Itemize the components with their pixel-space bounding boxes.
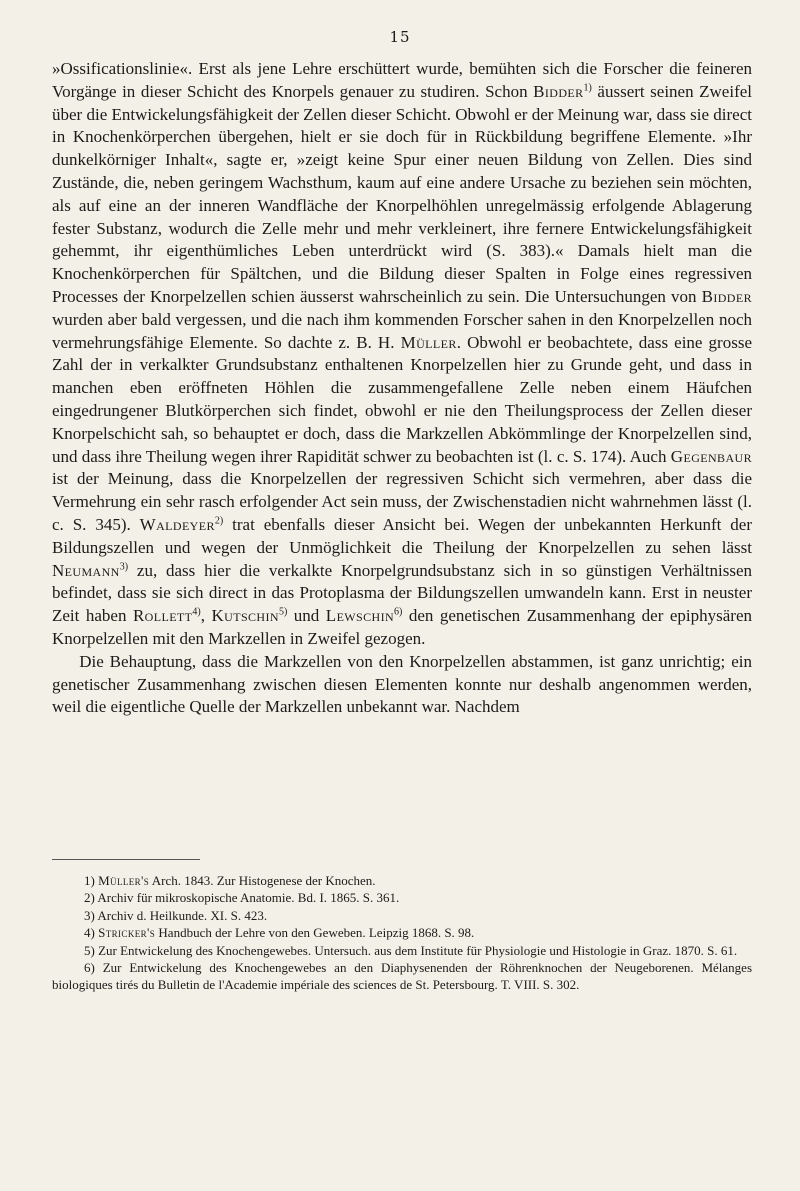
footnote xyxy=(52,959,752,994)
author-name: Bidder xyxy=(701,286,752,306)
footnote-text: Arch. 1843. Zur Histogenese der Knochen. xyxy=(149,873,376,888)
footnote-ref: 5) xyxy=(278,606,288,618)
text-run: wurden aber bald vergessen, und die nach ihm kommenden Forscher sahen in den Knorpelzellen noch vermehrungsfähige Elemente. So dachte z. B. H. xyxy=(52,309,752,352)
footnote xyxy=(52,872,752,889)
page-number: 15 xyxy=(389,28,411,46)
author-name: Rollett xyxy=(132,606,193,626)
footnote-number: 1) xyxy=(84,873,95,888)
author-name: Neumann xyxy=(52,560,120,580)
main-text xyxy=(52,58,752,719)
author-name: Waldeyer xyxy=(139,514,215,534)
author-name: Müller xyxy=(400,332,457,352)
text-run: ist der Meinung, dass die Knorpelzellen der regressiven Schicht sich vermehren, aber dass die Vermehrung ein sehr rasch erfolgender Act sein muss, der Zwischenstadien nicht wahrnehmen lässt (l. c. S. 345). xyxy=(52,469,752,534)
author-name: Gegenbaur xyxy=(670,446,752,466)
footnote xyxy=(52,889,752,906)
footnote-divider xyxy=(52,859,200,860)
text-run: trat ebenfalls dieser Ansicht bei. Wegen der unbekannten Herkunft der Bildungszellen und wegen der Unmöglichkeit die Theilung der Knorpelzellen zu sehen lässt xyxy=(52,514,752,557)
footnote-number: 6) xyxy=(84,960,95,976)
footnote-number: 3) xyxy=(84,907,95,923)
footnote-text: Zur Entwickelung des Knochengewebes. Untersuch. aus dem Institute für Physiologie und Histologie in Graz. 1870. S. 61. xyxy=(98,942,738,958)
footnote-text: Handbuch der Lehre von den Geweben. Leipzig 1868. S. 98. xyxy=(155,925,475,941)
footnote-number: 5) xyxy=(84,942,95,958)
text-run: »Ossificationslinie«. Erst als jene Lehre erschüttert wurde, bemühten sich die Forscher die feineren Vorgänge in dieser Schicht des Knorpels genauer zu studiren. Schon xyxy=(52,59,752,101)
footnote xyxy=(52,907,752,924)
footnote-number: 4) xyxy=(84,925,95,941)
footnote-ref: 6) xyxy=(394,606,403,618)
footnote-number: 2) xyxy=(84,890,95,906)
footnote-text: Archiv d. Heilkunde. XI. S. 423. xyxy=(97,907,268,923)
text-run: äussert seinen Zweifel über die Entwickelungsfähigkeit der Zellen dieser Schicht. Obwohl er der Meinung war, dass sie direct in Knochenkörperchen übergehen, hielt er sie doch für in Rückbildung begriffene Elemente. »Ihr dunkelkörniger Inhalt«, sagte er, »zeigt keine Spur einer neuen Bildung von Zellen. Dies sind Zustände, die, neben geringem Wachsthum, kaum auf eine andere Ursache zu beziehen sein möchten, als auf eine an der inneren Wandfläche der Knorpelhöhlen unregelmässig erfolgende Ablagerung fester Substanz, wodurch die Zelle mehr und mehr verkleinert, ihre fernere Entwickelungsfähigkeit gehemmt, ihr eigenthümliches Leben unterdrückt wird (S. 383).« Damals hielt man die Knochenkörperchen für Spältchen, und die Bildung dieser Spalten in Folge eines regressiven Processes der Knorpelzellen schien äusserst wahrscheinlich zu sein. Die Untersuchungen von xyxy=(52,81,753,306)
text-run: und xyxy=(287,606,326,626)
author-name: Bidder xyxy=(533,81,584,101)
paragraph-1 xyxy=(52,58,752,651)
footnote xyxy=(52,942,752,959)
footnote-ref: 1) xyxy=(583,82,592,94)
footnote-ref: 3) xyxy=(119,560,129,572)
footnote-text: Archiv für mikroskopische Anatomie. Bd. I. 1865. S. 361. xyxy=(97,890,400,906)
footnote-text: Zur Entwickelung des Knochengewebes an den Diaphysenenden der Röhrenknochen der Neugeborenen. Mélanges biologiques tirés du Bulletin de l'Academie impériale des sciences de St. Petersbourg. T. VIII. S. 302. xyxy=(52,960,753,993)
text-run: . Obwohl er beobachtete, dass eine grosse Zahl der in verkalkter Grundsubstanz enthaltenen Knorpelzellen hier zu Grunde geht, und dass in manchen eben eröffneten Höhlen die zusammengefallene Zelle neben einem Häufchen eingedrungener Blutkörperchen sich findet, obwohl er nie den Theilungsprocess der Zellen dieser Knorpelschicht sah, so behauptet er doch, dass die Markzellen Abkömmlinge der Knorpelzellen sind, und dass ihre Theilung wegen ihrer Rapidität schwer zu beobachten ist (l. c. S. 174). Auch xyxy=(52,332,752,466)
text-run: den genetischen Zusammenhang der epiphysären Knorpelzellen mit den Markzellen in Zweifel gezogen. xyxy=(52,606,753,648)
paragraph-2: Die Behauptung, dass die Markzellen von den Knorpelzellen abstammen, ist ganz unrichtig; ein genetischer Zusammenhang zwischen diesen Elementen konnte nur deshalb angenommen werden, weil die eigentliche Quelle der Markzellen unbekannt war. Nachdem xyxy=(52,651,752,717)
footnote-ref: 4) xyxy=(192,606,201,618)
text-run: , xyxy=(200,606,212,626)
author-name: Kutschin xyxy=(211,606,279,626)
footnote-author: Stricker's xyxy=(98,925,156,941)
footnote-ref: 2) xyxy=(214,515,224,527)
footnote xyxy=(52,924,752,941)
footnote-author: Müller's xyxy=(98,873,150,888)
author-name: Lewschin xyxy=(325,606,395,626)
text-run: zu, dass hier die verkalkte Knorpelgrundsubstanz sich in so günstigen Verhältnissen befindet, dass sie sich direct in das Protoplasma der Bildungszellen umwandeln kann. Erst in neuster Zeit haben xyxy=(52,560,752,626)
footnotes xyxy=(52,872,752,994)
